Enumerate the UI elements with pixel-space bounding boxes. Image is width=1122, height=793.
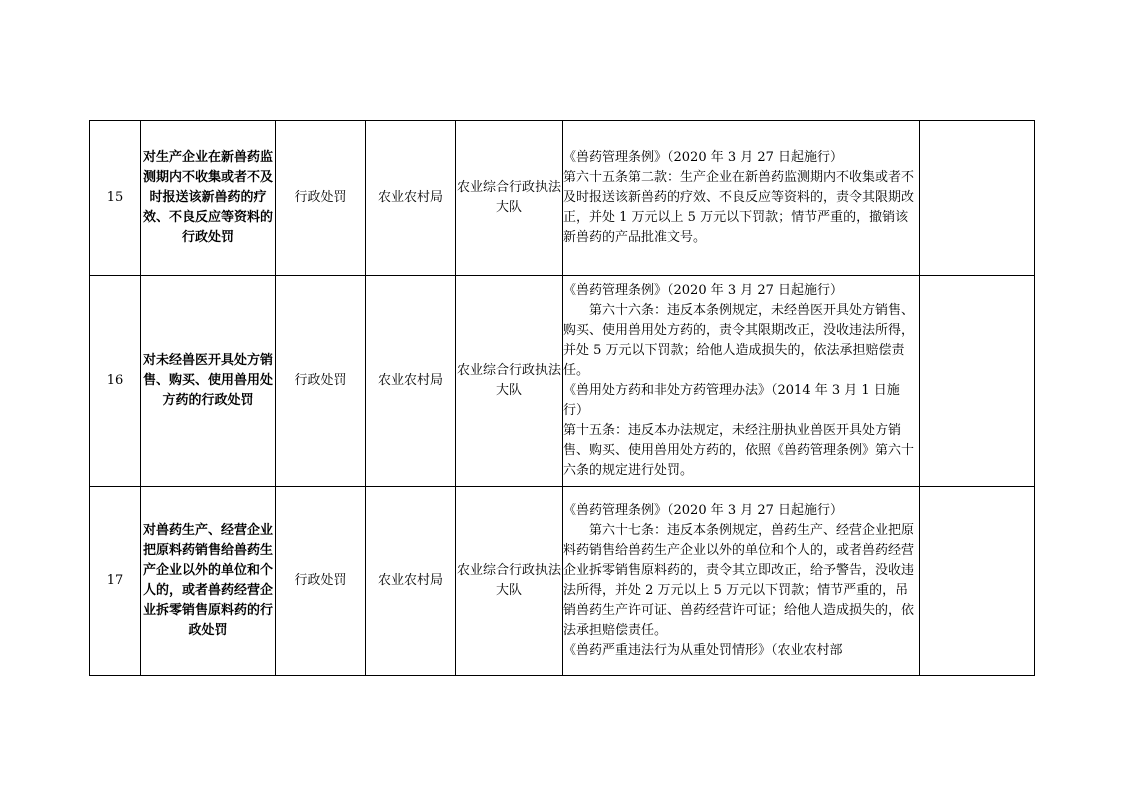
penalty-item-title: 对未经兽医开具处方销售、购买、使用兽用处方药的行政处罚 — [141, 276, 276, 487]
row-number: 16 — [90, 276, 141, 487]
basis-paragraph: 第六十五条第二款：生产企业在新兽药监测期内不收集或者不及时报送该新兽药的疗效、不良反应等资料的，责令其限期改正，并处 1 万元以上 5 万元以下罚款；情节严重的，撤销该新兽药的产品批准文号。 — [563, 170, 915, 245]
penalty-item-title: 对兽药生产、经营企业把原料药销售给兽药生产企业以外的单位和个人的，或者兽药经营企业拆零销售原料药的行政处罚 — [141, 487, 276, 676]
basis-paragraph: 第十五条：违反本办法规定，未经注册执业兽医开具处方销售、购买、使用兽用处方药的，依照《兽药管理条例》第六十六条的规定进行处罚。 — [563, 423, 915, 478]
penalty-table — [89, 120, 1035, 676]
basis-paragraph: 《兽药严重违法行为从重处罚情形》（农业农村部 — [563, 643, 843, 658]
row-number: 15 — [90, 121, 141, 276]
penalty-type: 行政处罚 — [276, 276, 366, 487]
table-row — [90, 121, 1035, 276]
remarks — [920, 121, 1035, 276]
penalty-type: 行政处罚 — [276, 487, 366, 676]
table-row — [90, 487, 1035, 676]
basis-paragraph: 第六十七条：违反本条例规定，兽药生产、经营企业把原料药销售给兽药生产企业以外的单位和个人的，或者兽药经营企业拆零销售原料药的，责令其立即改正，给予警告，没收违法所得，并处 2 万元以上 5 万元以下罚款；情节严重的，吊销兽药生产许可证、兽药经营许可证；给他人造成损失的，依法承担赔偿责任。 — [563, 523, 915, 638]
penalty-item-title: 对生产企业在新兽药监测期内不收集或者不及时报送该新兽药的疗效、不良反应等资料的行政处罚 — [141, 121, 276, 276]
legal-basis — [563, 121, 920, 276]
implementing-authority: 农业农村局 — [366, 121, 456, 276]
remarks — [920, 487, 1035, 676]
enforcement-unit: 农业综合行政执法大队 — [456, 276, 563, 487]
implementing-authority: 农业农村局 — [366, 487, 456, 676]
basis-paragraph: 《兽药管理条例》（2020 年 3 月 27 日起施行） — [563, 503, 844, 518]
basis-paragraph: 第六十六条：违反本条例规定，未经兽医开具处方销售、购买、使用兽用处方药的，责令其限期改正，没收违法所得，并处 5 万元以下罚款；给他人造成损失的，依法承担赔偿责任。 — [563, 303, 915, 378]
row-number: 17 — [90, 487, 141, 676]
basis-paragraph: 《兽药管理条例》（2020 年 3 月 27 日起施行） — [563, 150, 844, 165]
legal-basis — [563, 276, 920, 487]
implementing-authority: 农业农村局 — [366, 276, 456, 487]
enforcement-unit: 农业综合行政执法大队 — [456, 121, 563, 276]
basis-paragraph: 《兽用处方药和非处方药管理办法》（2014 年 3 月 1 日施行） — [563, 383, 900, 418]
basis-paragraph: 《兽药管理条例》（2020 年 3 月 27 日起施行） — [563, 283, 844, 298]
penalty-type: 行政处罚 — [276, 121, 366, 276]
enforcement-unit: 农业综合行政执法大队 — [456, 487, 563, 676]
remarks — [920, 276, 1035, 487]
table-row — [90, 276, 1035, 487]
legal-basis — [563, 487, 920, 676]
